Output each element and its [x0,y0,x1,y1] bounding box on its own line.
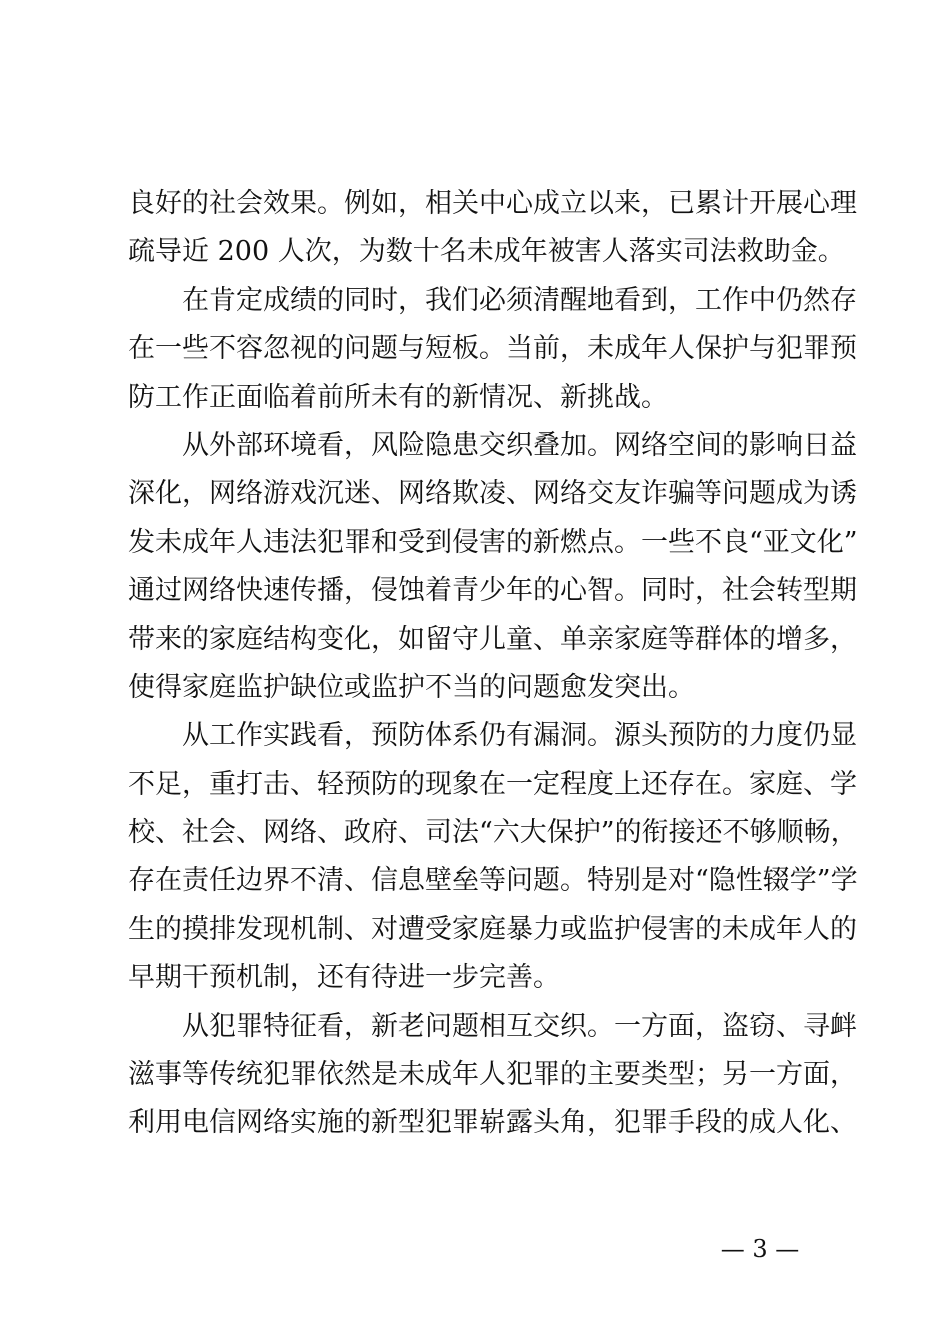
text-line-15: 存在责任边界不清、信息壁垒等问题。特别是对“隐性辍学”学 [128,865,858,897]
text-line-16: 生的摸排发现机制、对遭受家庭暴力或监护侵害的未成年人的 [128,913,857,945]
text-line-9: 通过网络快速传播，侵蚀着青少年的心智。同时，社会转型期 [128,575,857,607]
text-line-14: 校、社会、网络、政府、司法“六大保护”的衔接还不够顺畅， [128,817,858,849]
text-line-10: 带来的家庭结构变化，如留守儿童、单亲家庭等群体的增多， [128,623,857,655]
text-line-2: 疏导近 200 人次，为数十名未成年被害人落实司法救助金。 [128,236,845,268]
body-text [128,180,858,1148]
page-number: — 3 — [720,1235,800,1263]
text-line-18: 从犯罪特征看，新老问题相互交织。一方面，盗窃、寻衅 [182,1010,857,1042]
text-line-19: 滋事等传统犯罪依然是未成年人犯罪的主要类型；另一方面， [128,1059,857,1091]
text-line-17: 早期干预机制，还有待进一步完善。 [128,962,560,994]
text-line-3: 在肯定成绩的同时，我们必须清醒地看到，工作中仍然存 [182,284,857,316]
text-line-20: 利用电信网络实施的新型犯罪崭露头角，犯罪手段的成人化、 [128,1107,857,1139]
text-line-8: 发未成年人违法犯罪和受到侵害的新燃点。一些不良“亚文化” [128,526,858,558]
text-line-12: 从工作实践看，预防体系仍有漏洞。源头预防的力度仍显 [182,720,857,752]
text-line-4: 在一些不容忽视的问题与短板。当前，未成年人保护与犯罪预 [128,333,857,365]
text-line-1: 良好的社会效果。例如，相关中心成立以来，已累计开展心理 [128,188,857,219]
text-line-5: 防工作正面临着前所未有的新情况、新挑战。 [128,381,668,413]
text-line-13: 不足，重打击、轻预防的现象在一定程度上还存在。家庭、学 [128,768,857,800]
text-line-6: 从外部环境看，风险隐患交织叠加。网络空间的影响日益 [182,429,857,461]
text-line-7: 深化，网络游戏沉迷、网络欺凌、网络交友诈骗等问题成为诱 [128,478,857,510]
text-line-11: 使得家庭监护缺位或监护不当的问题愈发突出。 [128,671,695,703]
